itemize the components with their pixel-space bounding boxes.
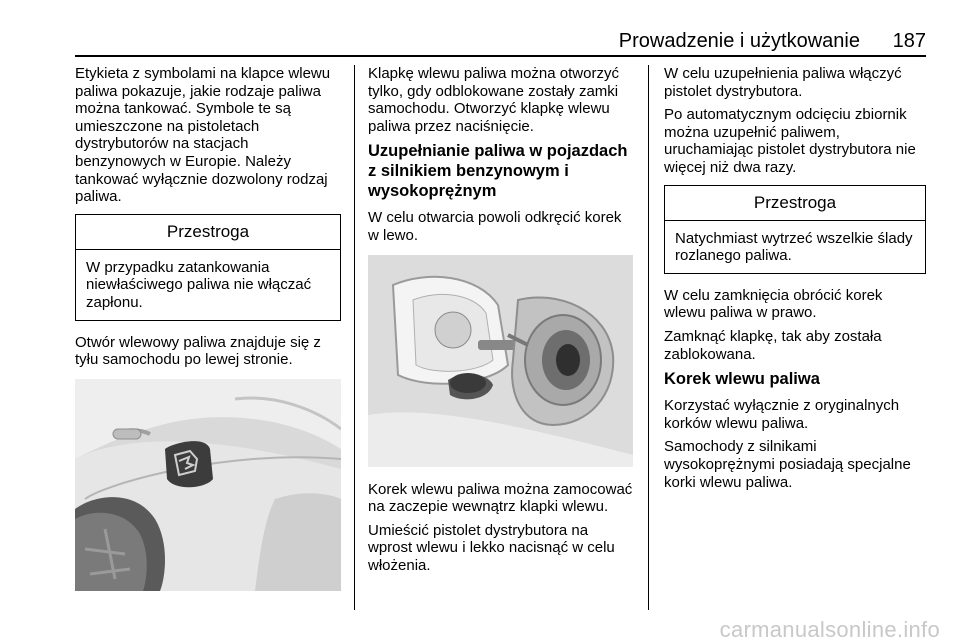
column-right: [664, 65, 926, 497]
watermark: carmanualsonline.info: [719, 617, 940, 642]
paragraph: W celu zamknięcia obrócić korek wlewu paliwa w prawo.: [664, 286, 883, 322]
caution-title: Przestroga: [665, 186, 925, 221]
paragraph: Samochody z silnikami wysokoprężnymi posiadają specjalne korki wlewu paliwa.: [664, 438, 911, 491]
paragraph: Etykieta z symbolami na klapce wlewu paliwa pokazuje, jakie rodzaje paliwa można tankować. Symbole te są umieszczone na pistoletach dystrybutorów na stacjach benzynowych w Europie. Należy tankować wyłącznie dozwolony rodzaj paliwa.: [75, 65, 331, 206]
column-divider: [354, 65, 355, 610]
paragraph: Umieścić pistolet dystrybutora na wprost wlewu i lekko nacisnąć w celu włożenia.: [368, 521, 615, 574]
caution-title: Przestroga: [76, 215, 340, 250]
page-title: Prowadzenie i użytkowanie: [618, 30, 860, 52]
column-divider: [648, 65, 649, 610]
caution-text: Natychmiast wytrzeć wszelkie ślady rozlanego paliwa.: [675, 229, 913, 265]
caution-box: [664, 185, 926, 274]
paragraph: Klapkę wlewu paliwa można otworzyć tylko, gdy odblokowane zostały zamki samochodu. Otworzyć klapkę wlewu paliwa przez naciśnięcie.: [368, 65, 619, 135]
caution-text: W przypadku zatankowania niewłaściwego paliwa nie włączać zapłonu.: [86, 258, 312, 311]
paragraph: Zamknąć klapkę, tak aby została zablokowana.: [664, 327, 882, 363]
caution-box: [75, 214, 341, 321]
paragraph: Po automatycznym odcięciu zbiornik można uzupełnić paliwem, uruchamiając pistolet dystrybutora nie więcej niż dwa razy.: [664, 106, 916, 176]
page-header: [75, 28, 926, 54]
paragraph: Otwór wlewowy paliwa znajduje się z tyłu samochodu po lewej stronie.: [75, 333, 321, 369]
section-heading: Uzupełnianie paliwa w pojazdach z silnikiem benzynowym i wysokoprężnym: [368, 142, 628, 201]
paragraph: Korzystać wyłącznie z oryginalnych korków wlewu paliwa.: [664, 397, 900, 432]
fuel-door-car-illustration: [75, 379, 341, 591]
paragraph: Korek wlewu paliwa można zamocować na zaczepie wewnątrz klapki wlewu.: [368, 480, 633, 516]
column-left: [75, 65, 341, 605]
paragraph: W celu uzupełnienia paliwa włączyć pistolet dystrybutora.: [664, 65, 902, 100]
section-heading: Korek wlewu paliwa: [664, 370, 820, 389]
header-rule: [75, 55, 926, 57]
fuel-cap-illustration: [368, 255, 633, 467]
column-middle: [368, 65, 633, 581]
paragraph: W celu otwarcia powoli odkręcić korek w lewo.: [368, 209, 622, 244]
page-number: 187: [892, 30, 926, 52]
